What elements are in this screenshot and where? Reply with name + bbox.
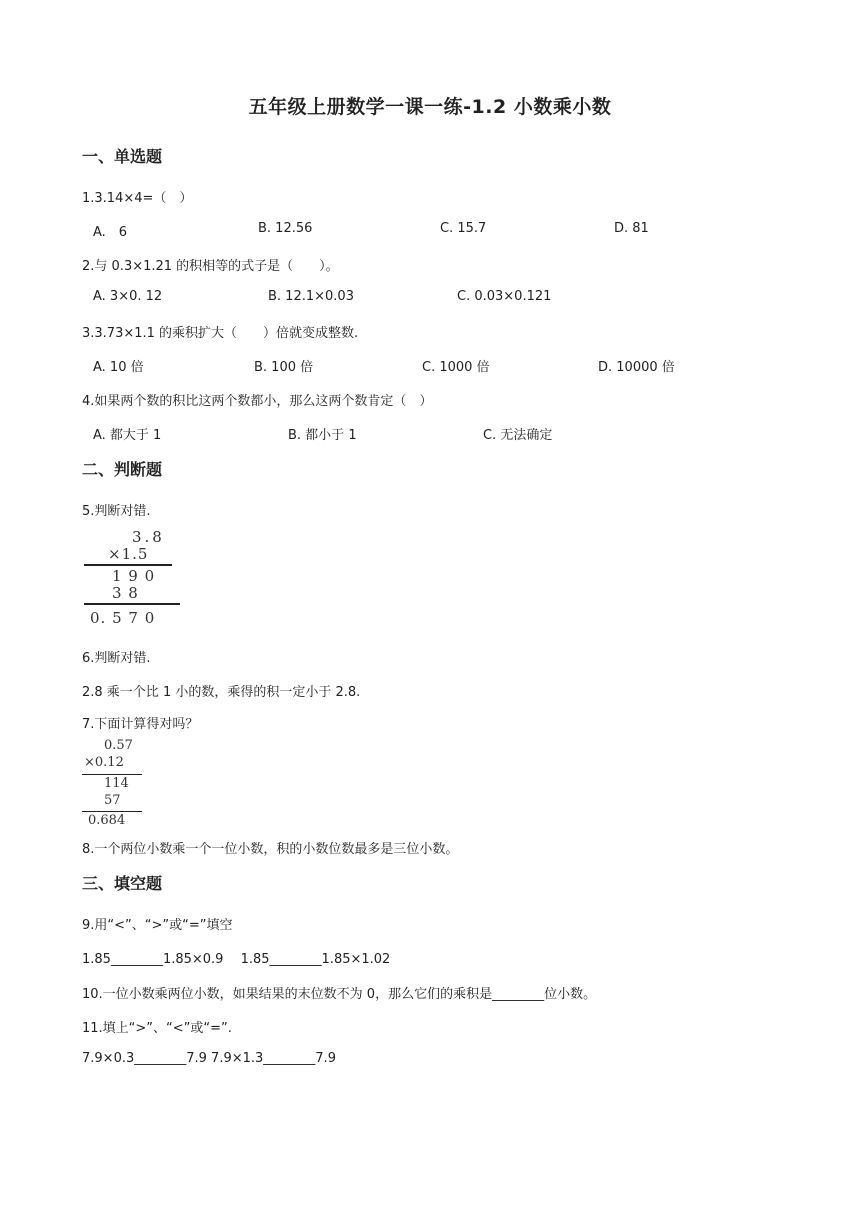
q3-option-d: D. 10000 倍: [598, 360, 675, 375]
q4-option-c: C. 无法确定: [483, 428, 553, 443]
calc2-partial-1: 114: [104, 776, 129, 791]
q2-option-a: A. 3×0. 12: [93, 289, 163, 304]
page-title: 五年级上册数学一课一练-1.2 小数乘小数: [248, 96, 612, 118]
calc2-partial-2: 57: [104, 793, 121, 808]
calc1-multiplicand: 3.8: [132, 528, 165, 546]
calc2-line-2: [82, 811, 142, 812]
question-3: 3.3.73×1.1 的乘积扩大（ ）倍就变成整数.: [82, 326, 359, 341]
question-6: 6.判断对错.: [82, 651, 151, 666]
calc2-line-1: [82, 774, 142, 775]
calc1-partial-1: 1 9 0: [112, 567, 156, 585]
calc1-line-1: [84, 564, 172, 566]
vertical-calculation-2: [82, 738, 152, 834]
question-7: 7.下面计算得对吗？: [82, 717, 199, 732]
question-1: 1.3.14×4=（ ）: [82, 191, 193, 206]
calc1-product: 0. 5 7 0: [90, 609, 156, 627]
question-9: 9.用“<”、“>”或“=”填空: [82, 918, 233, 933]
q3-option-b: B. 100 倍: [254, 360, 314, 375]
q4-option-a: A. 都大于 1: [93, 428, 162, 443]
question-6-statement: 2.8 乘一个比 1 小的数，乘得的积一定小于 2.8.: [82, 685, 361, 700]
q2-option-c: C. 0.03×0.121: [457, 289, 552, 304]
calc2-multiplicand: 0.57: [104, 738, 133, 753]
section-heading-true-false: 二、判断题: [82, 460, 163, 479]
calc1-multiplier: ×1.5: [108, 545, 149, 563]
q1-option-b: B. 12.56: [258, 221, 313, 236]
question-9-blanks: 1.85________1.85×0.9 1.85________1.85×1.02: [82, 952, 391, 967]
section-heading-single-choice: 一、单选题: [82, 147, 163, 166]
calc2-multiplier: ×0.12: [84, 755, 124, 770]
q4-option-b: B. 都小于 1: [288, 428, 357, 443]
calc1-partial-2: 3 8: [112, 584, 139, 602]
question-11: 11.填上“>”、“<”或“=”.: [82, 1021, 232, 1036]
section-heading-fill-in: 三、填空题: [82, 874, 163, 893]
question-2: 2.与 0.3×1.21 的积相等的式子是（ ）。: [82, 259, 339, 274]
q2-option-b: B. 12.1×0.03: [268, 289, 354, 304]
q1-option-c: C. 15.7: [440, 221, 487, 236]
calc1-line-2: [84, 603, 180, 605]
question-5: 5.判断对错.: [82, 504, 151, 519]
question-11-blanks: 7.9×0.3________7.9 7.9×1.3________7.9: [82, 1051, 336, 1066]
question-10: 10.一位小数乘两位小数，如果结果的末位数不为 0，那么它们的乘积是________位小数。: [82, 987, 597, 1002]
q3-option-c: C. 1000 倍: [422, 360, 490, 375]
calc2-product: 0.684: [88, 813, 126, 828]
q1-option-d: D. 81: [614, 221, 649, 236]
vertical-calculation-1: [82, 526, 182, 632]
q1-option-a: A. 6: [93, 225, 128, 240]
question-8: 8.一个两位小数乘一个一位小数，积的小数位数最多是三位小数。: [82, 842, 459, 857]
question-4: 4.如果两个数的积比这两个数都小，那么这两个数肯定（ ）: [82, 394, 433, 409]
q3-option-a: A. 10 倍: [93, 360, 144, 375]
